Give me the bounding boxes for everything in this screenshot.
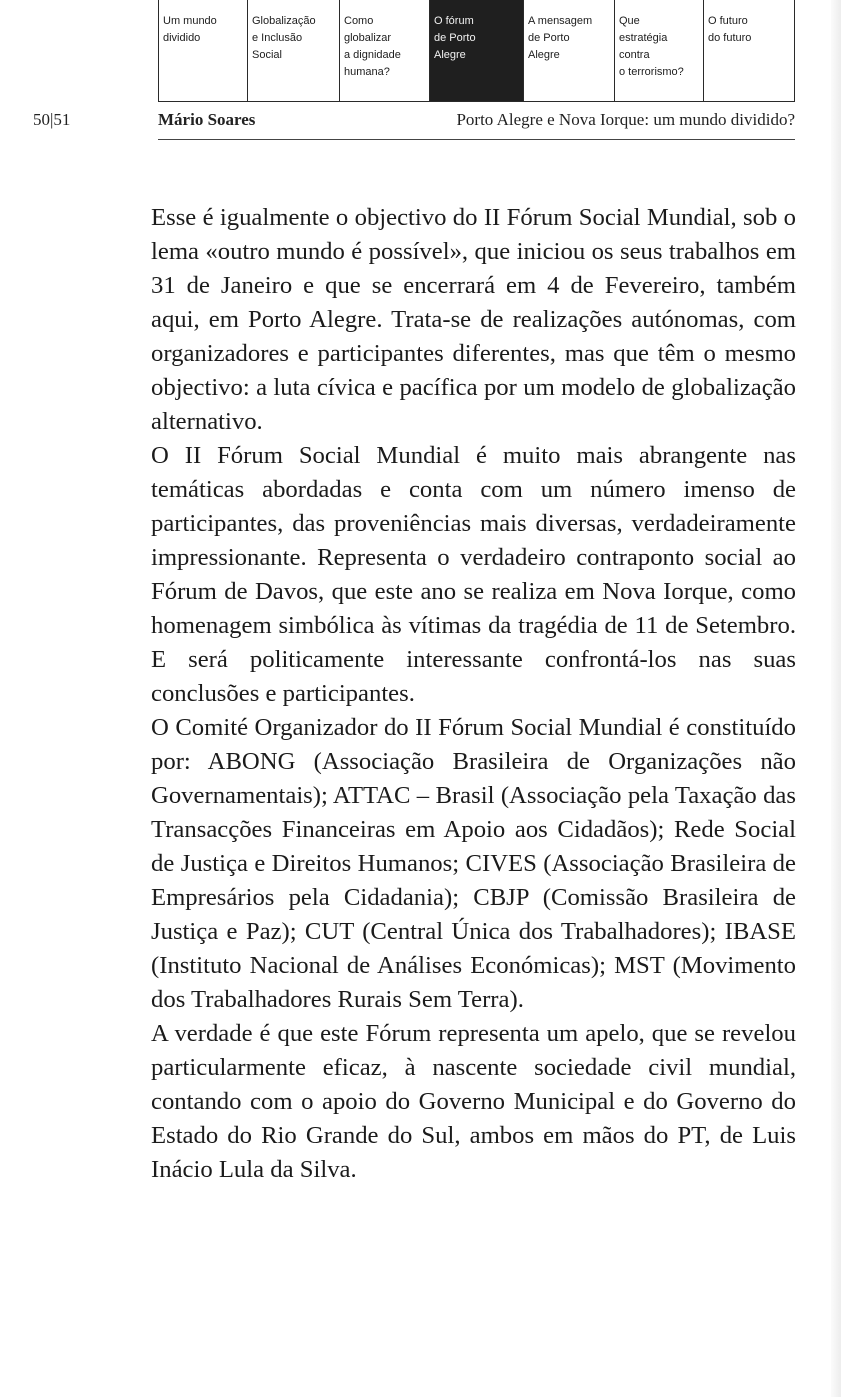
nav-item-line: Social	[252, 49, 282, 61]
header-rule	[158, 139, 795, 140]
nav-item-line: de Porto	[528, 32, 570, 44]
page-edge-shadow	[831, 0, 841, 1397]
nav-item-line: Alegre	[528, 49, 560, 61]
nav-item-line: a dignidade	[344, 49, 401, 61]
nav-item-um-mundo-dividido[interactable]	[158, 0, 248, 102]
nav-item-que-estrategia-contra-o-terrorismo[interactable]	[615, 0, 704, 102]
running-header	[0, 110, 841, 134]
nav-item-globalizacao-e-inclusao-social[interactable]	[248, 0, 340, 102]
page-number: 50|51	[33, 110, 71, 129]
nav-item-line: globalizar	[344, 32, 392, 44]
nav-item-line: contra	[619, 49, 650, 61]
body-paragraph: Esse é igualmente o objectivo do II Fórum Social Mundial, sob o lema «outro mundo é possível», que iniciou os seus trabalhos em 31 de Janeiro e que se encerrará em 4 de Fevereiro, também aqui, em Porto Alegre. Trata-se de realizações autónomas, com organizadores e participantes diferentes, mas que têm o mesmo objectivo: a luta cívica e pacífica por um modelo de globalização alternativo.	[151, 204, 796, 435]
nav-item-o-futuro-do-futuro[interactable]	[704, 0, 795, 102]
chapter-navigation	[158, 0, 795, 102]
nav-item-line: do futuro	[708, 32, 752, 44]
nav-item-line: Globalização	[252, 15, 316, 27]
nav-item-o-forum-de-porto-alegre[interactable]	[430, 0, 524, 102]
nav-item-line: O fórum	[434, 15, 474, 27]
nav-item-line: humana?	[344, 66, 390, 78]
body-paragraph: O Comité Organizador do II Fórum Social Mundial é constituído por: ABONG (Associação Brasileira de Organizações não Governamentais); ATTAC – Brasil (Associação pela Taxação das Transacções Financeiras em Apoio aos Cidadãos); Rede Social de Justiça e Direitos Humanos; CIVES (Associação Brasileira de Empresários pela Cidadania); CBJP (Comissão Brasileira de Justiça e Paz); CUT (Central Única dos Trabalhadores); IBASE (Instituto Nacional de Análises Económicas); MST (Movimento dos Trabalhadores Rurais Sem Terra).	[151, 714, 796, 1013]
nav-item-line: Como	[344, 15, 374, 27]
nav-item-line: Que	[619, 15, 640, 27]
nav-item-a-mensagem-de-porto-alegre[interactable]	[524, 0, 615, 102]
author-name: Mário Soares	[158, 110, 256, 129]
nav-item-line: O futuro	[708, 15, 748, 27]
nav-item-line: A mensagem	[528, 15, 593, 27]
nav-item-como-globalizar-a-dignidade-humana[interactable]	[340, 0, 430, 102]
nav-item-line: o terrorismo?	[619, 66, 684, 78]
article-body	[151, 201, 796, 1187]
nav-item-line: estratégia	[619, 32, 668, 44]
nav-item-line: Um mundo	[163, 15, 217, 27]
nav-item-line: de Porto	[434, 32, 476, 44]
nav-item-line: Alegre	[434, 49, 466, 61]
body-paragraph: A verdade é que este Fórum representa um apelo, que se revelou particularmente eficaz, à nascente sociedade civil mundial, contando com o apoio do Governo Municipal e do Governo do Estado do Rio Grande do Sul, ambos em mãos do PT, de Luis Inácio Lula da Silva.	[151, 1020, 796, 1183]
running-title: Porto Alegre e Nova Iorque: um mundo dividido?	[456, 110, 795, 129]
body-paragraph: O II Fórum Social Mundial é muito mais abrangente nas temáticas abordadas e conta com um número imenso de participantes, das proveniências mais diversas, verdadeiramente impressionante. Representa o verdadeiro contraponto social ao Fórum de Davos, que este ano se realiza em Nova Iorque, como homenagem simbólica às vítimas da tragédia de 11 de Setembro. E será politicamente interessante confrontá-los nas suas conclusões e participantes.	[151, 442, 796, 707]
nav-item-line: dividido	[163, 32, 201, 44]
nav-item-line: e Inclusão	[252, 32, 303, 44]
